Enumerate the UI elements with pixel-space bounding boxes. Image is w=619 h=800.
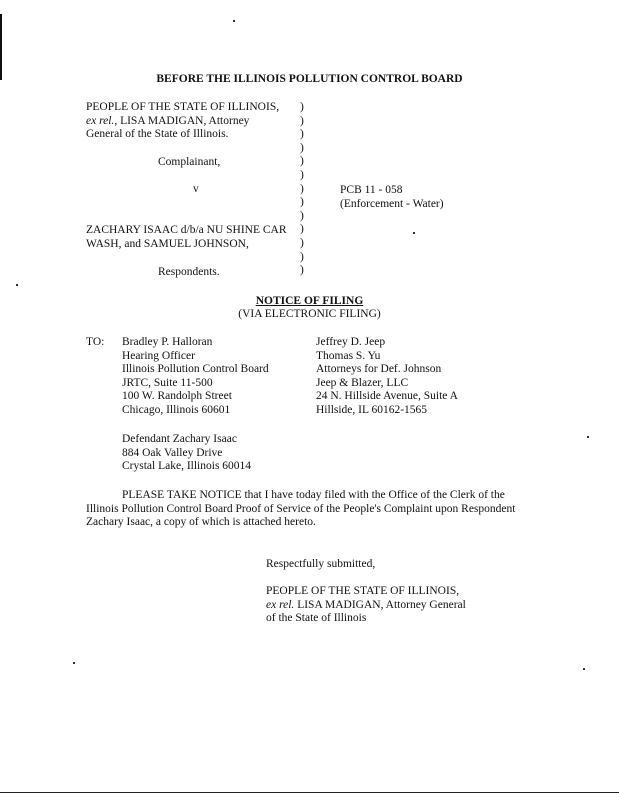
scan-speck <box>587 436 589 438</box>
scan-speck <box>413 232 415 234</box>
scan-speck <box>16 284 18 286</box>
paren: ) <box>300 250 304 263</box>
caption-respondent-block <box>86 224 287 251</box>
recipient-defendant <box>122 433 251 474</box>
address-line: 884 Oak Valley Drive <box>122 446 223 459</box>
address-line: Defendant Zachary Isaac <box>122 433 237 445</box>
signature-line: of the State of Illinois <box>266 612 367 625</box>
case-number-block <box>340 184 444 211</box>
paren: ) <box>300 141 304 154</box>
caption-line: PEOPLE OF THE STATE OF ILLINOIS, <box>86 101 280 113</box>
caption-line: WASH, and SAMUEL JOHNSON, <box>86 237 249 250</box>
notice-paragraph: PLEASE TAKE NOTICE that I have today filed with the Office of the Clerk of the Illinois Pollution Control Board Proof of Service of the People's Complaint upon Respondent Zachary Isaac, a copy of which is attached hereto. <box>86 489 516 529</box>
address-line: 24 N. Hillside Avenue, Suite A <box>316 390 458 403</box>
caption-line: ZACHARY ISAAC d/b/a NU SHINE CAR <box>86 224 287 236</box>
paren: ) <box>300 182 304 195</box>
address-line: Illinois Pollution Control Board <box>122 363 269 376</box>
versus-label: v <box>193 183 199 195</box>
signature-block <box>266 585 466 626</box>
address-line: Thomas S. Yu <box>316 349 381 362</box>
scan-speck <box>73 662 75 664</box>
paren: ) <box>300 223 304 236</box>
closing-salutation: Respectfully submitted, <box>266 558 376 570</box>
scan-edge-mark <box>0 14 2 80</box>
paren: ) <box>300 236 304 249</box>
paren: ) <box>300 114 304 127</box>
document-heading: BEFORE THE ILLINOIS POLLUTION CONTROL BOARD <box>156 73 463 85</box>
caption-line: ex rel., LISA MADIGAN, Attorney <box>86 114 250 127</box>
paren: ) <box>300 128 304 141</box>
page-bottom-rule <box>0 792 619 793</box>
case-type: (Enforcement - Water) <box>340 197 444 210</box>
signature-line: PEOPLE OF THE STATE OF ILLINOIS, <box>266 585 460 597</box>
notice-subtitle: (VIA ELECTRONIC FILING) <box>238 308 381 320</box>
notice-title: NOTICE OF FILING <box>255 295 364 307</box>
complainant-label: Complainant, <box>158 156 221 168</box>
address-line: Jeffrey D. Jeep <box>316 336 386 348</box>
case-number: PCB 11 - 058 <box>340 184 403 196</box>
respondents-label: Respondents. <box>158 266 220 278</box>
address-line: Chicago, Illinois 60601 <box>122 403 231 416</box>
address-line: Bradley P. Halloran <box>122 336 213 348</box>
signature-line: ex rel. LISA MADIGAN, Attorney General <box>266 598 466 611</box>
paren: ) <box>300 209 304 222</box>
recipient-attorneys <box>316 336 458 418</box>
caption-plaintiff-block <box>86 101 279 142</box>
address-line: Hillside, IL 60162-1565 <box>316 403 428 416</box>
paren: ) <box>300 168 304 181</box>
to-label: TO: <box>86 336 105 348</box>
caption-line: General of the State of Illinois. <box>86 128 229 141</box>
address-line: Attorneys for Def. Johnson <box>316 363 442 376</box>
scan-speck <box>583 668 585 670</box>
recipient-hearing-officer <box>122 336 269 418</box>
address-line: JRTC, Suite 11-500 <box>122 376 213 389</box>
address-line: Jeep & Blazer, LLC <box>316 376 409 389</box>
address-line: 100 W. Randolph Street <box>122 390 232 403</box>
caption-paren-column <box>300 101 304 278</box>
paren: ) <box>300 155 304 168</box>
address-line: Crystal Lake, Illinois 60014 <box>122 460 252 473</box>
address-line: Hearing Officer <box>122 349 195 362</box>
paren: ) <box>300 196 304 209</box>
scan-speck <box>233 20 235 22</box>
paren: ) <box>300 101 304 113</box>
paren: ) <box>300 264 304 277</box>
